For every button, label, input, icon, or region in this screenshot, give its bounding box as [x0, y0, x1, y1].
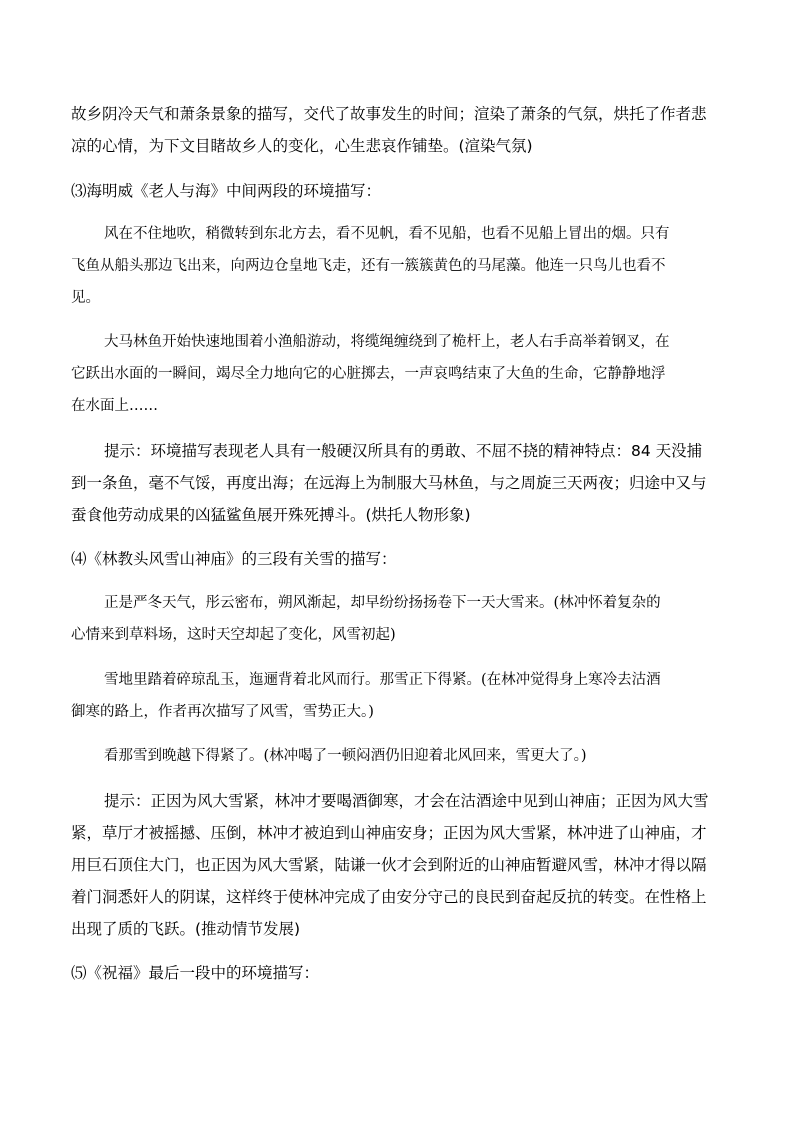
excerpt-4a-line-1: 正是严冬天气，彤云密布，朔风渐起，却早纷纷扬扬卷下一天大雪来。(林冲怀着复杂的	[104, 595, 661, 611]
excerpt-4c-line-1: 看那雪到晚越下得紧了。(林冲喝了一顿闷酒仍旧迎着北风回来，雪更大了。)	[104, 748, 587, 764]
tip-4-line-5: 出现了质的飞跃。(推动情节发展)	[71, 920, 301, 938]
heading-3: ⑶海明威《老人与海》中间两段的环境描写：	[71, 182, 382, 200]
excerpt-3a-line-2: 飞鱼从船头那边飞出来，向两边仓皇地飞走，还有一簇簇黄色的马尾藻。他连一只鸟儿也看不	[71, 258, 666, 274]
tip-4-line-3: 用巨石顶住大门，也正因为风大雪紧，陆谦一伙才会到附近的山神庙暂避风雪，林冲才得以隔	[71, 856, 707, 874]
heading-4: ⑷《林教头风雪山神庙》的三段有关雪的描写：	[71, 550, 397, 568]
excerpt-3b-line-2: 它跃出水面的一瞬间，竭尽全力地向它的心脏掷去，一声哀鸣结束了大鱼的生命，它静静地浮	[71, 366, 666, 382]
excerpt-3a-line-3: 见。	[71, 290, 100, 306]
excerpt-4b-line-1: 雪地里踏着碎琼乱玉，迤逦背着北风而行。那雪正下得紧。(在林冲觉得身上寒冷去沽酒	[104, 672, 661, 688]
excerpt-4b-line-2: 御寒的路上，作者再次描写了风雪，雪势正大。)	[71, 704, 374, 720]
paragraph-1-line-1: 故乡阴冷天气和萧条景象的描写，交代了故事发生的时间；渲染了萧条的气氛，烘托了作者悲	[71, 105, 707, 123]
heading-5: ⑸《祝福》最后一段中的环境描写：	[71, 964, 320, 982]
excerpt-4a-line-2: 心情来到草料场，这时天空却起了变化，风雪初起)	[71, 627, 396, 643]
tip-3-line-3: 蚕食他劳动成果的凶猛鲨鱼展开殊死搏斗。(烘托人物形象)	[71, 506, 471, 524]
excerpt-3a-line-1: 风在不住地吹，稍微转到东北方去，看不见帆，看不见船，也看不见船上冒出的烟。只有	[104, 226, 670, 242]
tip-4-line-2: 紧，草厅才被摇撼、压倒，林冲才被迫到山神庙安身；正因为风大雪紧，林冲进了山神庙，才	[71, 824, 707, 842]
tip-3-line-1: 提示：环境描写表现老人具有一般硬汉所具有的勇敢、不屈不挠的精神特点：84 天没捕	[104, 442, 703, 460]
excerpt-3b-line-3: 在水面上……	[71, 398, 158, 414]
tip-4-line-1: 提示：正因为风大雪紧，林冲才要喝酒御寒，才会在沽酒途中见到山神庙；正因为风大雪	[104, 792, 709, 810]
tip-4-line-4: 着门洞悉奸人的阴谋，这样终于使林冲完成了由安分守己的良民到奋起反抗的转变。在性格上	[71, 888, 707, 906]
tip-3-line-2: 到一条鱼，毫不气馁，再度出海；在远海上为制服大马林鱼，与之周旋三天两夜；归途中又与	[71, 474, 707, 492]
paragraph-1-line-2: 凉的心情，为下文目睹故乡人的变化，心生悲哀作铺垫。(渲染气氛)	[71, 137, 533, 155]
excerpt-3b-line-1: 大马林鱼开始快速地围着小渔船游动，将缆绳缠绕到了桅杆上，老人右手高举着钢叉，在	[104, 334, 670, 350]
